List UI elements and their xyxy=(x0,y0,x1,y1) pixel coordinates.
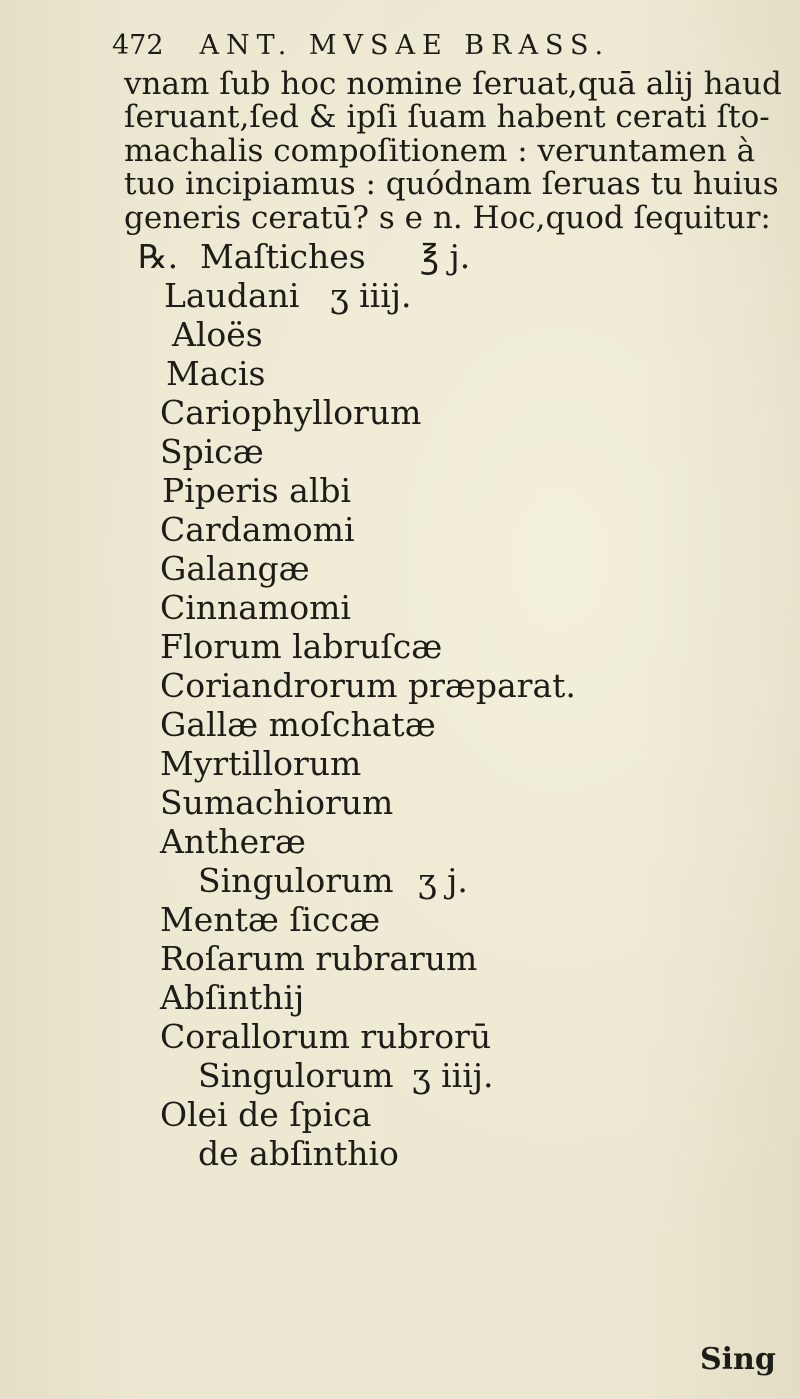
ingredient: Macis xyxy=(166,354,266,393)
body-paragraph xyxy=(124,68,780,235)
ingredient: Cardamomi xyxy=(160,510,355,549)
ingredient: Cinnamomi xyxy=(160,588,351,627)
ingredient: Singulorum xyxy=(198,1056,394,1095)
page-header xyxy=(112,30,610,61)
ingredient: Maſtiches xyxy=(200,237,366,276)
ingredient: Mentæ ſiccæ xyxy=(160,900,381,939)
body-line: generis ceratū? s e n. Hoc,quod ſequitur: xyxy=(124,199,771,236)
ingredient: Aloës xyxy=(172,315,263,354)
ingredient: Abſinthij xyxy=(160,978,305,1017)
ingredient: Spicæ xyxy=(160,432,264,471)
running-title: ANT. MVSAE BRASS. xyxy=(199,30,611,61)
ingredient: Corallorum rubrorū xyxy=(160,1017,492,1056)
ingredient: Sumachiorum xyxy=(160,783,394,822)
body-line: ſeruant,ſed & ipſi ſuam habent cerati ſto- xyxy=(124,99,770,136)
ingredient: Galangæ xyxy=(160,549,310,588)
recipe-symbol: ℞. xyxy=(138,237,179,276)
ingredient: Coriandrorum præparat. xyxy=(160,666,576,705)
ingredient: Antheræ xyxy=(160,822,306,861)
ingredient: Piperis albi xyxy=(162,471,352,510)
ingredient: de abſinthio xyxy=(198,1134,399,1173)
dose: ʒ j. xyxy=(418,861,468,900)
body-line: vnam ſub hoc nomine ſeruat,quā alij haud xyxy=(124,66,782,102)
ingredient: Roſarum rubrarum xyxy=(160,939,478,978)
dose: ℥ j. xyxy=(420,237,471,276)
ingredient: Florum labruſcæ xyxy=(160,627,443,666)
ingredient: Singulorum xyxy=(198,861,394,900)
ingredient: Olei de ſpica xyxy=(160,1095,372,1134)
body-line: tuo incipiamus : quódnam ſeruas tu huius xyxy=(124,166,779,203)
page-number: 472 xyxy=(112,30,164,61)
ingredient: Gallæ moſchatæ xyxy=(160,705,436,744)
ingredient: Myrtillorum xyxy=(160,744,362,783)
dose: ʒ iiij. xyxy=(330,276,412,315)
dose: ʒ iiij. xyxy=(412,1056,494,1095)
ingredient: Laudani xyxy=(164,276,300,315)
catchword: Sing xyxy=(700,1342,776,1377)
ingredient: Cariophyllorum xyxy=(160,393,422,432)
body-line: machalis compoſitionem : veruntamen à xyxy=(124,132,756,169)
